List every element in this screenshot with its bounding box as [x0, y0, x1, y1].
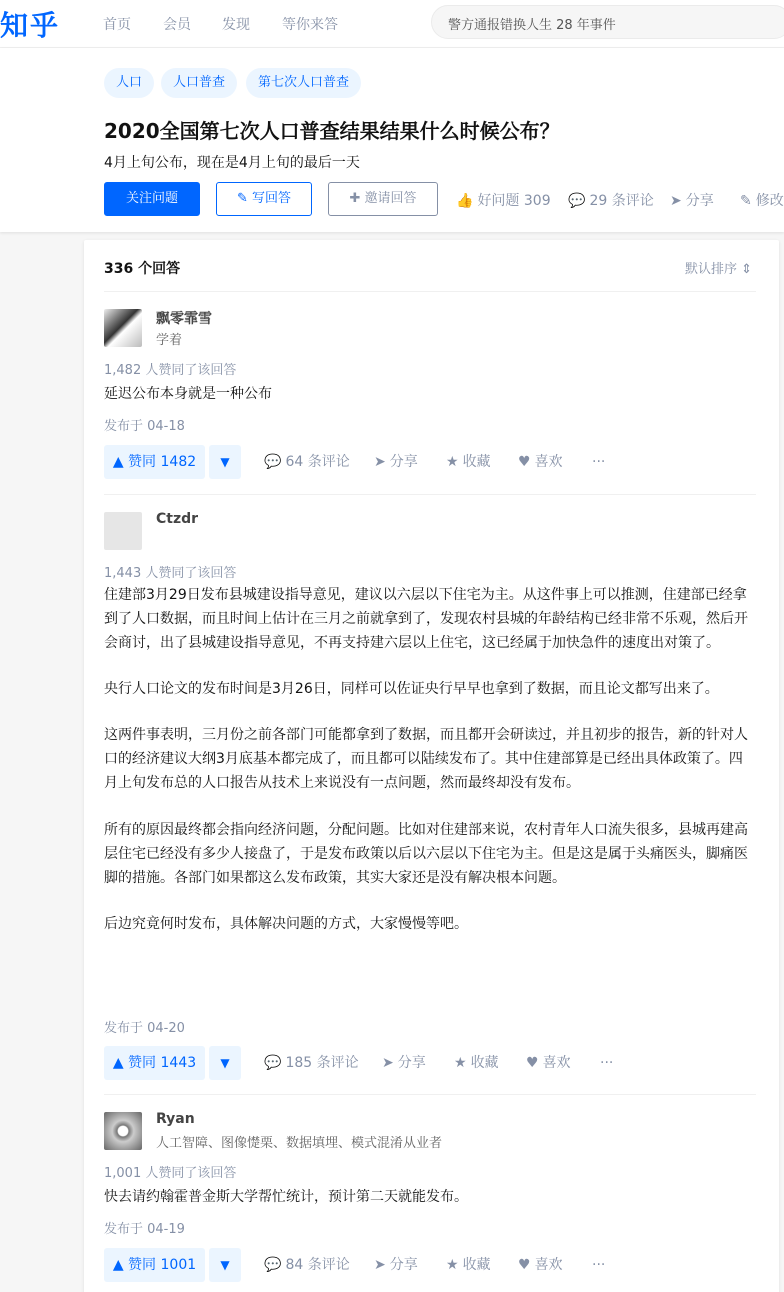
- author-name[interactable]: 飘零霏雪: [156, 311, 212, 327]
- question-share-button[interactable]: ➤ 分享: [670, 193, 714, 209]
- sort-dropdown[interactable]: 默认排序 ⇕: [684, 262, 752, 277]
- question-title: 2020全国第七次人口普查结果结果什么时候公布？: [104, 119, 560, 143]
- avatar[interactable]: [104, 512, 142, 550]
- nav-discover[interactable]: 发现: [222, 17, 250, 33]
- comment-icon: 💬: [264, 1257, 282, 1273]
- author-name[interactable]: Ctzdr: [156, 511, 199, 527]
- answer-count: 336 个回答: [104, 261, 181, 277]
- downvote-button[interactable]: [209, 1046, 241, 1080]
- comment-icon: 💬: [568, 193, 586, 209]
- pen-icon: ✎: [237, 191, 248, 206]
- triangle-down-icon: ▼: [220, 1258, 230, 1272]
- downvote-button[interactable]: [209, 1248, 241, 1282]
- author-headline: 学着: [156, 333, 183, 348]
- publish-date[interactable]: 发布于 04-18: [104, 419, 185, 434]
- star-icon: ★: [446, 454, 459, 470]
- topic-tag[interactable]: 人口: [104, 68, 154, 98]
- share-icon: ➤: [374, 454, 386, 470]
- vote-summary: 1,443 人赞同了该回答: [104, 566, 237, 581]
- answer-paragraph: 央行人口论文的发布时间是3月26日，同样可以佐证央行早早也拿到了数据，而且论文都写出来了。: [104, 681, 719, 698]
- heart-icon: ♥: [518, 1257, 531, 1273]
- share-icon: ➤: [670, 193, 682, 209]
- like-button[interactable]: ♥ 喜欢: [518, 1248, 563, 1282]
- avatar[interactable]: [104, 1112, 142, 1150]
- answer-paragraph: 这两件事表明，三月份之前各部门可能都拿到了数据，而且都开会研读过，并且初步的报告，新的针对人口的经济建议大纲3月底基本都完成了，而且都可以陆续发布了。其中住建部算是已经出具体政策了。四月上旬发布总的人口报告从技术上来说没有一点问题，然而最终却没有发布。: [104, 727, 748, 792]
- comment-icon: 💬: [264, 454, 282, 470]
- upvote-button[interactable]: ▲ 赞同 1443: [104, 1046, 205, 1080]
- question-detail: 4月上旬公布，现在是4月上旬的最后一天: [104, 155, 360, 171]
- star-icon: ★: [446, 1257, 459, 1273]
- comments-button[interactable]: 💬 84 条评论: [264, 1248, 350, 1282]
- upvote-button[interactable]: ▲ 赞同 1001: [104, 1248, 205, 1282]
- like-button[interactable]: ♥ 喜欢: [518, 445, 563, 479]
- follow-question-button[interactable]: 关注问题: [104, 182, 200, 216]
- author-headline: 人工智障、图像憷栗、数据填埋、模式混淆从业者: [156, 1136, 443, 1151]
- comment-icon: 💬: [264, 1055, 282, 1071]
- thumb-up-icon: 👍: [456, 193, 474, 209]
- publish-date[interactable]: 发布于 04-19: [104, 1222, 185, 1237]
- triangle-down-icon: ▼: [220, 1056, 230, 1070]
- share-icon: ➤: [374, 1257, 386, 1273]
- answer-paragraph: 所有的原因最终都会指向经济问题，分配问题。比如对住建部来说，农村青年人口流失很多，县城再建高层住宅已经没有多少人接盘了，于是发布政策以后以六层以下住宅为主。但是这是属于头痛医头，脚痛医脚的措施。各部门如果都这么发布政策，其实大家还是没有解决根本问题。: [104, 821, 748, 886]
- question-comments-button[interactable]: 💬 29 条评论: [568, 193, 654, 209]
- more-icon[interactable]: ···: [600, 1055, 614, 1071]
- answer-paragraph: 延迟公布本身就是一种公布: [104, 386, 272, 402]
- vote-summary: 1,001 人赞同了该回答: [104, 1166, 237, 1181]
- add-user-icon: ✚: [349, 191, 361, 206]
- answer-paragraph: 住建部3月29日发布县城建设指导意见，建议以六层以下住宅为主。从这件事上可以推测，住建部已经拿到了人口数据，而且时间上估计在三月之前就拿到了，发现农村县城的年龄结构已经非常不乐观，然后开会商讨，出了县城建设指导意见，不再支持建六层以上住宅，这已经属于加快急件的速度出对策了。: [104, 587, 748, 652]
- invite-answer-button[interactable]: ✚ 邀请回答: [328, 182, 438, 216]
- more-icon[interactable]: ···: [592, 1257, 606, 1273]
- nav-waiting-answer[interactable]: 等你来答: [282, 17, 338, 33]
- heart-icon: ♥: [526, 1055, 539, 1071]
- share-button[interactable]: ➤ 分享: [374, 1248, 418, 1282]
- sort-arrows-icon: ⇕: [741, 262, 752, 277]
- upvote-button[interactable]: ▲ 赞同 1482: [104, 445, 205, 479]
- topic-tag[interactable]: 第七次人口普查: [246, 68, 361, 98]
- answer-content: [104, 583, 756, 958]
- share-icon: ➤: [382, 1055, 394, 1071]
- collect-button[interactable]: ★ 收藏: [446, 1248, 491, 1282]
- author-name[interactable]: Ryan: [156, 1111, 195, 1127]
- write-answer-button[interactable]: ✎ 写回答: [216, 182, 312, 216]
- publish-date[interactable]: 发布于 04-20: [104, 1021, 185, 1036]
- zhihu-logo[interactable]: 知乎: [0, 9, 61, 42]
- top-bar: [0, 0, 784, 48]
- answer-item: [104, 495, 756, 1095]
- answer-paragraph: 后边究竟何时发布，具体解决问题的方式，大家慢慢等吧。: [104, 915, 468, 932]
- answer-item: [104, 1095, 756, 1292]
- vote-summary: 1,482 人赞同了该回答: [104, 363, 237, 378]
- star-icon: ★: [454, 1055, 467, 1071]
- avatar[interactable]: [104, 309, 142, 347]
- answer-paragraph: 快去请约翰霍普金斯大学帮忙统计，预计第二天就能发布。: [104, 1189, 468, 1205]
- downvote-button[interactable]: [209, 445, 241, 479]
- share-button[interactable]: ➤ 分享: [374, 445, 418, 479]
- share-button[interactable]: ➤ 分享: [382, 1046, 426, 1080]
- pen-icon: ✎: [740, 193, 752, 209]
- collect-button[interactable]: ★ 收藏: [446, 445, 491, 479]
- answers-list: [84, 240, 779, 1292]
- answers-list-header: [104, 240, 756, 292]
- like-button[interactable]: ♥ 喜欢: [526, 1046, 571, 1080]
- comments-button[interactable]: 💬 64 条评论: [264, 445, 350, 479]
- triangle-down-icon: ▼: [220, 455, 230, 469]
- answer-content: [104, 382, 756, 428]
- search-input[interactable]: 警方通报错换人生 28 年事件: [431, 5, 784, 39]
- question-header: [0, 48, 784, 232]
- nav-vip[interactable]: 会员: [163, 17, 191, 33]
- heart-icon: ♥: [518, 454, 531, 470]
- topic-tag[interactable]: 人口普查: [161, 68, 237, 98]
- nav-home[interactable]: 首页: [103, 17, 131, 33]
- answer-item: [104, 292, 756, 495]
- collect-button[interactable]: ★ 收藏: [454, 1046, 499, 1080]
- question-edit-button[interactable]: ✎ 修改: [740, 193, 784, 209]
- good-question-button[interactable]: 👍 好问题 309: [456, 193, 551, 209]
- more-icon[interactable]: ···: [592, 454, 606, 470]
- answer-content: [104, 1185, 756, 1231]
- comments-button[interactable]: 💬 185 条评论: [264, 1046, 359, 1080]
